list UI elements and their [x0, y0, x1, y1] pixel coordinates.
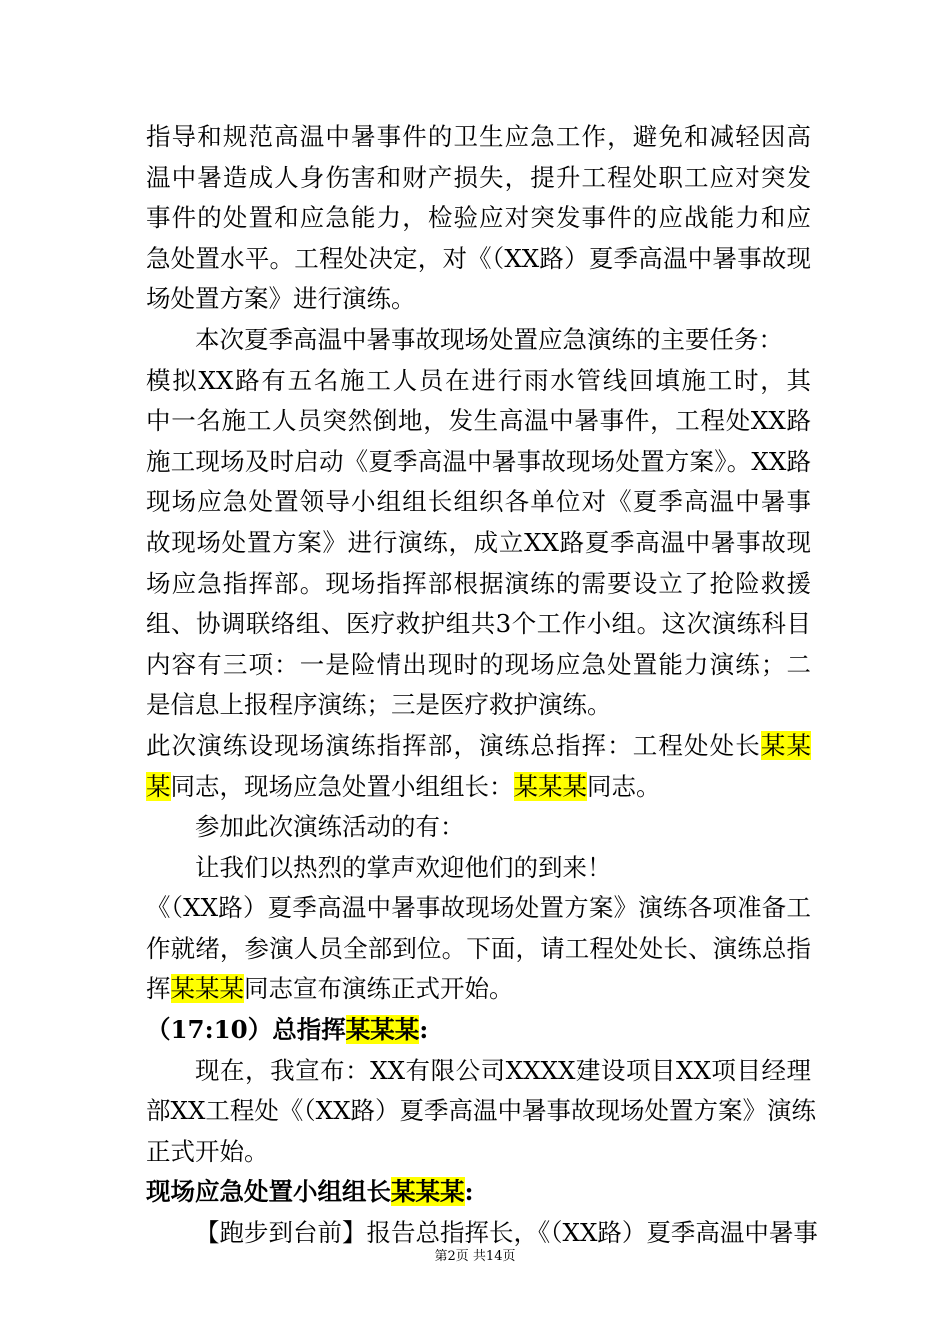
paragraph-line: 模拟XX路有五名施工人员在进行雨水管线回填施工时，其 [146, 365, 811, 395]
section-heading: （17:10）总指挥某某某: [146, 1015, 429, 1045]
paragraph-line: 急处置水平。工程处决定，对《（XX路）夏季高温中暑事故现 [146, 243, 811, 273]
highlighted-name: 某某 [760, 730, 812, 760]
paragraph-line: 中一名施工人员突然倒地，发生高温中暑事件，工程处XX路 [146, 406, 811, 436]
paragraph-line: 正式开始。 [146, 1136, 269, 1166]
document-body [146, 117, 818, 1254]
paragraph-line: 指导和规范高温中暑事件的卫生应急工作，避免和减轻因高 [146, 122, 811, 151]
highlighted-name: 某某某 [345, 1015, 420, 1045]
paragraph-line: 场应急指挥部。现场指挥部根据演练的需要设立了抢险救援 [146, 568, 811, 598]
paragraph-line: 作就绪，参演人员全部到位。下面，请工程处处长、演练总指 [146, 933, 811, 963]
paragraph-line: 现场应急处置领导小组组长组织各单位对《夏季高温中暑事 [146, 487, 811, 517]
paragraph-line: 此次演练设现场演练指挥部，演练总指挥：工程处处长某某 [146, 730, 812, 760]
highlighted-name: 某 [146, 771, 171, 801]
paragraph-line: 是信息上报程序演练；三是医疗救护演练。 [146, 690, 612, 720]
paragraph-line: 组、协调联络组、医疗救护组共3个工作小组。这次演练科目 [146, 609, 811, 639]
paragraph-line: 参加此次演练活动的有： [195, 812, 465, 842]
paragraph-line: 某同志，现场应急处置小组组长：某某某同志。 [146, 771, 661, 801]
paragraph-line: 施工现场及时启动《夏季高温中暑事故现场处置方案》。XX路 [146, 446, 811, 476]
paragraph-line: 现在，我宣布：XX有限公司XXXX建设项目XX项目经理 [195, 1055, 811, 1085]
highlighted-name: 某某某 [170, 974, 244, 1004]
paragraph-line: 部XX工程处《（XX路）夏季高温中暑事故现场处置方案》演练 [146, 1096, 817, 1126]
highlighted-name: 某某某 [513, 771, 587, 801]
section-heading: 现场应急处置小组组长某某某: [146, 1177, 474, 1207]
paragraph-line: 挥某某某同志宣布演练正式开始。 [146, 974, 514, 1004]
highlighted-name: 某某某 [391, 1177, 465, 1207]
paragraph-line: 【跑步到台前】报告总指挥长，《（XX路）夏季高温中暑事 [195, 1218, 818, 1248]
paragraph-line: 《（XX路）夏季高温中暑事故现场处置方案》演练各项准备工 [146, 893, 811, 923]
paragraph-line: 让我们以热烈的掌声欢迎他们的到来！ [195, 852, 612, 882]
page-number-footer: 第2页 共14页 [434, 1249, 516, 1264]
paragraph-line: 事件的处置和应急能力，检验应对突发事件的应战能力和应 [146, 203, 811, 233]
paragraph-line: 温中暑造成人身伤害和财产损失，提升工程处职工应对突发 [146, 162, 811, 192]
paragraph-line: 故现场处置方案》进行演练，成立XX路夏季高温中暑事故现 [146, 527, 811, 557]
paragraph-line: 场处置方案》进行演练。 [146, 284, 416, 314]
paragraph-line: 内容有三项：一是险情出现时的现场应急处置能力演练；二 [146, 649, 811, 679]
paragraph-line: 本次夏季高温中暑事故现场处置应急演练的主要任务： [195, 324, 783, 354]
